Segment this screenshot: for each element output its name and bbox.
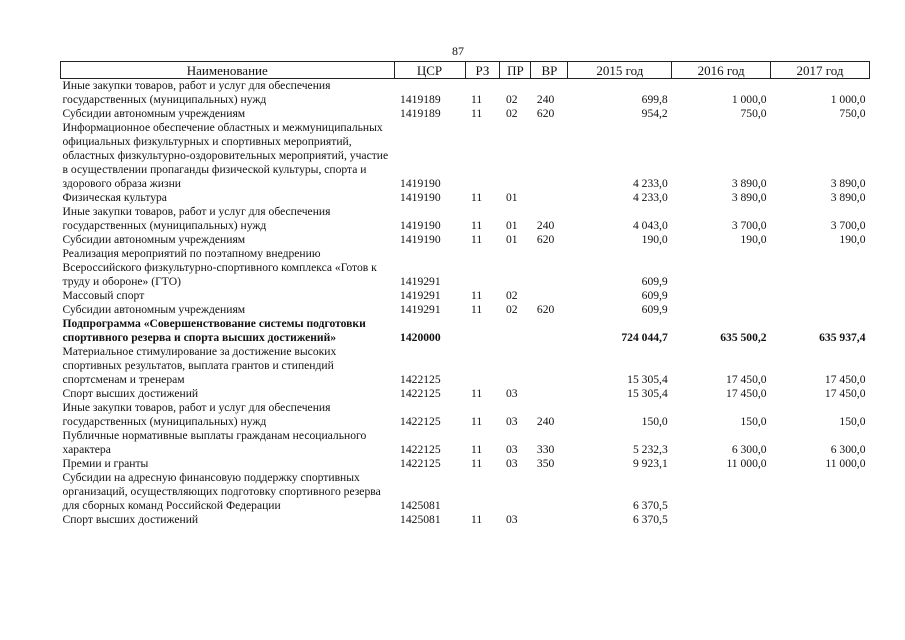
row-vr (531, 345, 568, 387)
row-name: Субсидии автономным учреждениям (62, 107, 246, 120)
row-name: Иные закупки товаров, работ и услуг для обеспечения государственных (муниципальных) нужд (62, 401, 331, 428)
row-2015: 15 305,4 (627, 387, 668, 400)
row-vr: 240 (536, 415, 555, 428)
row-csr: 1425081 (400, 499, 441, 512)
header-csr: ЦСР (394, 62, 465, 79)
table-row (61, 191, 870, 205)
row-pr: 03 (505, 457, 518, 470)
row-rz: 11 (471, 513, 483, 526)
row-2016 (672, 289, 771, 303)
row-csr: 1419190 (400, 233, 441, 246)
row-2017: 17 450,0 (824, 373, 866, 386)
row-vr: 350 (536, 457, 555, 470)
row-2015: 4 233,0 (632, 191, 668, 204)
row-pr: 03 (505, 415, 518, 428)
table-row (61, 317, 870, 345)
row-2017: 3 890,0 (830, 191, 866, 204)
table-row (61, 387, 870, 401)
row-vr (531, 191, 568, 205)
row-2015: 6 370,5 (632, 513, 668, 526)
row-csr: 1422125 (400, 387, 441, 400)
row-csr: 1420000 (400, 331, 441, 344)
header-vr: ВР (531, 62, 568, 79)
row-csr: 1425081 (400, 513, 441, 526)
row-csr: 1419190 (400, 191, 441, 204)
row-name: Спорт высших достижений (62, 387, 199, 400)
table-row (61, 247, 870, 289)
row-vr (531, 247, 568, 289)
header-2016: 2016 год (672, 62, 771, 79)
row-2016 (672, 247, 771, 289)
row-2016: 1 000,0 (731, 93, 767, 106)
row-vr: 330 (536, 443, 555, 456)
row-2016: 17 450,0 (726, 373, 767, 386)
row-name: Материальное стимулирование за достижение высоких спортивных результатов, выплата грантов и стипендий спортсменам и тренерам (62, 345, 337, 386)
row-vr: 620 (536, 303, 555, 316)
row-2017: 11 000,0 (825, 457, 866, 470)
table-row (61, 303, 870, 317)
row-rz (465, 471, 500, 513)
row-rz (465, 121, 500, 191)
row-pr: 01 (505, 191, 518, 204)
table-row (61, 429, 870, 457)
row-2016 (672, 471, 771, 513)
table-row (61, 107, 870, 121)
row-name: Спорт высших достижений (62, 513, 199, 526)
row-2016: 3 890,0 (731, 177, 767, 190)
row-rz: 11 (471, 107, 483, 120)
row-pr: 02 (505, 107, 518, 120)
row-csr: 1419190 (400, 177, 441, 190)
row-name: Публичные нормативные выплаты гражданам несоциального характера (62, 429, 367, 456)
table-row (61, 471, 870, 513)
row-rz: 11 (471, 219, 483, 232)
row-csr: 1422125 (400, 373, 441, 386)
row-csr: 1419291 (400, 275, 441, 288)
row-2015: 609,9 (641, 289, 668, 302)
table-header-row (61, 62, 870, 79)
row-name: Информационное обеспечение областных и межмуниципальных официальных физкультурных и спортивных мероприятий, областных физкультурно-оздоровительных мероприятий, участие в осуществлении пропаганды физической культуры, спорта и здорового образа жизни (62, 121, 389, 190)
row-pr: 02 (505, 93, 518, 106)
row-2016: 3 890,0 (731, 191, 767, 204)
row-rz (465, 317, 500, 345)
row-csr: 1422125 (400, 457, 441, 470)
row-2015: 9 923,1 (632, 457, 668, 470)
row-2017: 1 000,0 (830, 93, 866, 106)
row-2015: 5 232,3 (632, 443, 668, 456)
table-row (61, 233, 870, 247)
header-name: Наименование (61, 62, 395, 79)
row-2017: 150,0 (839, 415, 866, 428)
row-2016: 3 700,0 (731, 219, 767, 232)
row-name: Субсидии на адресную финансовую поддержку спортивных организаций, осуществляющих подготовку спортивного резерва для сборных команд Российской Федерации (62, 471, 381, 512)
row-pr: 02 (505, 289, 518, 302)
row-pr (500, 345, 531, 387)
table-row (61, 289, 870, 303)
row-pr (500, 471, 531, 513)
row-2015: 724 044,7 (621, 331, 668, 344)
row-name: Реализация мероприятий по поэтапному внедрению Всероссийского физкультурно-спортивного комплекса «Готов к труду и обороне» (ГТО) (62, 247, 377, 288)
row-rz: 11 (471, 387, 483, 400)
row-pr: 03 (505, 387, 518, 400)
row-rz: 11 (471, 93, 483, 106)
row-2017 (771, 513, 870, 527)
row-csr: 1419189 (400, 107, 441, 120)
row-2017: 6 300,0 (830, 443, 866, 456)
row-csr: 1419291 (400, 303, 441, 316)
row-2015: 954,2 (641, 107, 668, 120)
table-row (61, 401, 870, 429)
header-2017: 2017 год (771, 62, 870, 79)
row-name: Субсидии автономным учреждениям (62, 303, 246, 316)
row-pr: 03 (505, 443, 518, 456)
row-2017 (771, 303, 870, 317)
row-2015: 699,8 (641, 93, 668, 106)
row-rz: 11 (471, 233, 483, 246)
row-2016: 635 500,2 (720, 331, 767, 344)
row-csr: 1422125 (400, 443, 441, 456)
row-rz: 11 (471, 415, 483, 428)
row-rz: 11 (471, 191, 483, 204)
page-number: 87 (452, 44, 464, 58)
row-2017 (771, 471, 870, 513)
row-2017: 190,0 (839, 233, 866, 246)
row-2017: 3 890,0 (830, 177, 866, 190)
row-vr (531, 513, 568, 527)
row-2015: 150,0 (641, 415, 668, 428)
row-2015: 6 370,5 (632, 499, 668, 512)
row-2017: 17 450,0 (824, 387, 866, 400)
row-2016: 150,0 (740, 415, 767, 428)
table-row (61, 205, 870, 233)
header-2015: 2015 год (568, 62, 672, 79)
row-2015: 4 043,0 (632, 219, 668, 232)
row-2017 (771, 247, 870, 289)
row-rz (465, 247, 500, 289)
row-name: Субсидии автономным учреждениям (62, 233, 246, 246)
table-row (61, 345, 870, 387)
row-vr: 240 (536, 93, 555, 106)
row-2015: 609,9 (641, 275, 668, 288)
row-csr: 1419291 (400, 289, 441, 302)
row-2016: 190,0 (740, 233, 767, 246)
row-vr (531, 387, 568, 401)
row-vr (531, 289, 568, 303)
row-vr: 240 (536, 219, 555, 232)
table-row (61, 79, 870, 108)
row-pr (500, 121, 531, 191)
row-vr: 620 (536, 107, 555, 120)
row-vr (531, 121, 568, 191)
row-name: Иные закупки товаров, работ и услуг для обеспечения государственных (муниципальных) нужд (62, 205, 331, 232)
row-rz: 11 (471, 443, 483, 456)
row-csr: 1419189 (400, 93, 441, 106)
row-csr: 1422125 (400, 415, 441, 428)
row-name: Массовый спорт (62, 289, 145, 302)
row-pr: 03 (505, 513, 518, 526)
row-2016: 6 300,0 (731, 443, 767, 456)
row-2017: 3 700,0 (830, 219, 866, 232)
row-name: Физическая культура (62, 191, 167, 204)
row-name: Премии и гранты (62, 457, 149, 470)
table-row (61, 457, 870, 471)
row-2016: 11 000,0 (726, 457, 767, 470)
row-2017: 635 937,4 (819, 331, 866, 344)
row-vr: 620 (536, 233, 555, 246)
row-pr: 01 (505, 219, 518, 232)
row-rz (465, 345, 500, 387)
row-2016: 750,0 (740, 107, 767, 120)
row-2015: 4 233,0 (632, 177, 668, 190)
row-2017 (771, 289, 870, 303)
row-rz: 11 (471, 289, 483, 302)
row-rz: 11 (471, 303, 483, 316)
row-pr: 01 (505, 233, 518, 246)
row-2015: 190,0 (641, 233, 668, 246)
row-2016 (672, 513, 771, 527)
row-2016 (672, 303, 771, 317)
row-vr (531, 317, 568, 345)
row-2017: 750,0 (839, 107, 866, 120)
row-2015: 609,9 (641, 303, 668, 316)
table-body (61, 79, 870, 528)
row-pr (500, 247, 531, 289)
row-pr (500, 317, 531, 345)
row-csr: 1419190 (400, 219, 441, 232)
row-rz: 11 (471, 457, 483, 470)
row-2015: 15 305,4 (627, 373, 668, 386)
row-name: Подпрограмма «Совершенствование системы подготовки спортивного резерва и спорта высших достижений» (62, 317, 366, 344)
row-vr (531, 471, 568, 513)
budget-table (60, 61, 870, 527)
header-rz: РЗ (465, 62, 500, 79)
table-row (61, 121, 870, 191)
header-pr: ПР (500, 62, 531, 79)
table-row (61, 513, 870, 527)
row-pr: 02 (505, 303, 518, 316)
row-name: Иные закупки товаров, работ и услуг для обеспечения государственных (муниципальных) нужд (62, 79, 331, 106)
row-2016: 17 450,0 (726, 387, 767, 400)
